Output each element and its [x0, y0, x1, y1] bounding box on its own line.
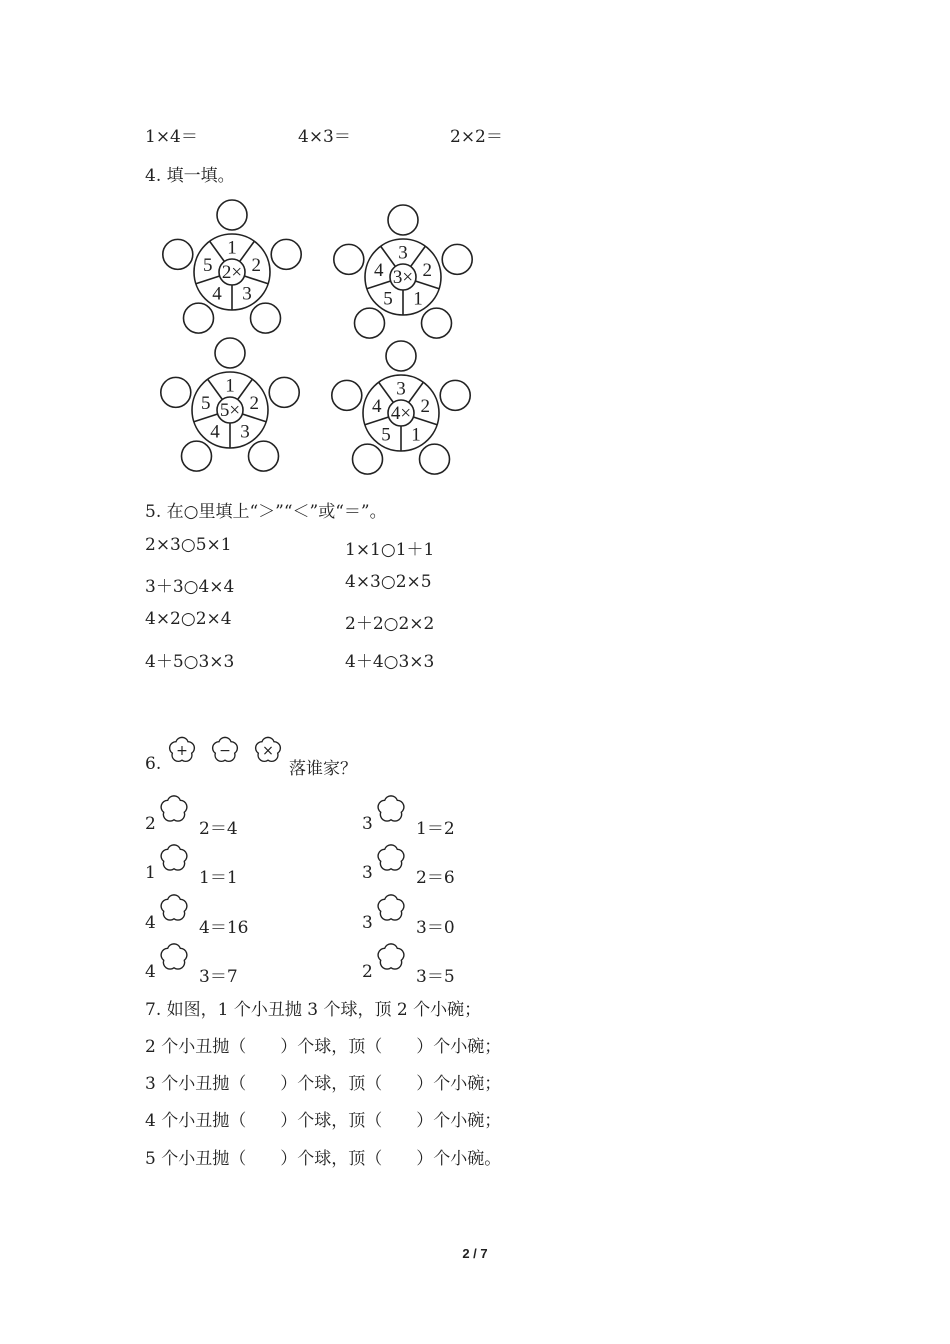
wheel-number: 2 [420, 396, 431, 418]
wheel-number: 4 [371, 396, 382, 418]
answer-circle[interactable] [420, 444, 450, 474]
blank-flower-icon [156, 837, 192, 877]
blank-flower-icon [373, 837, 409, 877]
times-flower-icon [251, 732, 285, 766]
sec6-left-b-3: 4＝16 [199, 918, 249, 938]
blank-flower-icon [373, 936, 409, 976]
blank-flower-icon [156, 788, 192, 828]
sec6-right-b-3: 3＝0 [416, 918, 455, 938]
blank-flower-icon [373, 887, 409, 927]
sec6-right-a-3: 3 [362, 913, 373, 933]
wheel-number: 5 [200, 393, 211, 415]
sec6-left-a-4: 4 [145, 962, 156, 982]
wheel-1 [162, 202, 302, 342]
sec6-right-a-1: 3 [362, 814, 373, 834]
minus-flower-icon [208, 732, 242, 766]
wheel-number: 3 [398, 242, 408, 264]
sec3-item-2: 4×3＝ [298, 127, 351, 147]
sec6-right-b-1: 1＝2 [416, 819, 455, 839]
sec7-line-1: 2 个小丑抛（ ）个球，顶（ ）个小碗； [145, 1037, 502, 1057]
answer-circle[interactable] [251, 303, 281, 333]
sec4-title: 4. 填一填。 [145, 166, 235, 186]
wheel-number: 4 [210, 421, 220, 443]
wheel-2 [333, 207, 473, 347]
wheel-number: 3 [242, 283, 252, 305]
answer-circle[interactable] [354, 308, 384, 338]
wheel-3 [160, 340, 300, 480]
answer-circle[interactable] [163, 239, 193, 269]
flower-symbol: − [219, 743, 231, 759]
sec6-left-a-2: 1 [145, 863, 156, 883]
wheel-number: 5 [202, 255, 213, 277]
sec5-title: 5. 在○里填上“＞”“＜”或“＝”。 [145, 502, 387, 522]
wheel-number: 4 [212, 283, 222, 305]
wheel-center-label: 5× [219, 400, 241, 421]
wheel-number: 2 [251, 255, 262, 277]
sec5-left-1: 2×3○5×1 [145, 535, 232, 555]
blank-flower-icon [156, 936, 192, 976]
answer-circle[interactable] [352, 444, 382, 474]
wheel-number: 5 [381, 424, 391, 446]
sec6-left-b-2: 1＝1 [199, 868, 238, 888]
sec7-line-3: 4 个小丑抛（ ）个球，顶（ ）个小碗； [145, 1111, 502, 1131]
sec5-right-3: 2＋2○2×2 [345, 614, 435, 634]
answer-circle[interactable] [334, 244, 364, 274]
sec7-line-2: 3 个小丑抛（ ）个球，顶（ ）个小碗； [145, 1074, 502, 1094]
answer-circle[interactable] [386, 341, 416, 371]
answer-circle[interactable] [249, 441, 279, 471]
wheel-center-label: 2× [221, 262, 243, 283]
answer-circle[interactable] [217, 200, 247, 230]
answer-circle[interactable] [181, 441, 211, 471]
wheel-number: 1 [225, 375, 235, 397]
sec7-line-4: 5 个小丑抛（ ）个球，顶（ ）个小碗。 [145, 1149, 502, 1169]
blank-flower-icon [156, 887, 192, 927]
sec6-left-a-1: 2 [145, 814, 156, 834]
sec5-right-2: 4×3○2×5 [345, 572, 432, 592]
sec3-item-3: 2×2＝ [450, 127, 503, 147]
sec7-title: 7. 如图，1 个小丑抛 3 个球，顶 2 个小碗； [145, 1000, 482, 1020]
answer-circle[interactable] [269, 377, 299, 407]
wheel-number: 2 [249, 393, 260, 415]
sec6-left-b-4: 3＝7 [199, 967, 238, 987]
flower-symbol: × [262, 743, 274, 759]
sec5-left-4: 4＋5○3×3 [145, 652, 235, 672]
sec3-item-1: 1×4＝ [145, 127, 198, 147]
wheel-number: 5 [383, 288, 393, 310]
wheel-number: 4 [373, 260, 384, 282]
wheel-number: 1 [411, 424, 421, 446]
page-number: 2 / 7 [462, 1246, 488, 1261]
wheel-number: 2 [422, 260, 433, 282]
sec5-right-1: 1×1○1＋1 [345, 540, 435, 560]
sec6-right-b-4: 3＝5 [416, 967, 455, 987]
sec5-right-4: 4＋4○3×3 [345, 652, 435, 672]
flower-symbol: + [176, 743, 188, 759]
wheel-number: 3 [240, 421, 250, 443]
sec6-right-b-2: 2＝6 [416, 868, 455, 888]
sec6-left-a-3: 4 [145, 913, 156, 933]
answer-circle[interactable] [388, 205, 418, 235]
answer-circle[interactable] [442, 244, 472, 274]
answer-circle[interactable] [183, 303, 213, 333]
wheel-center-label: 4× [390, 403, 412, 424]
sec5-left-3: 4×2○2×4 [145, 609, 232, 629]
wheel-4 [331, 343, 471, 483]
answer-circle[interactable] [271, 239, 301, 269]
plus-flower-icon [165, 732, 199, 766]
sec6-suffix: 落谁家？ [289, 759, 357, 779]
sec6-left-b-1: 2＝4 [199, 819, 238, 839]
answer-circle[interactable] [422, 308, 452, 338]
wheel-number: 1 [227, 237, 237, 259]
wheel-number: 3 [396, 378, 406, 400]
answer-circle[interactable] [332, 380, 362, 410]
wheel-number: 1 [413, 288, 423, 310]
sec6-prefix: 6. [145, 754, 162, 774]
blank-flower-icon [373, 788, 409, 828]
answer-circle[interactable] [161, 377, 191, 407]
wheel-center-label: 3× [392, 267, 414, 288]
sec5-left-2: 3＋3○4×4 [145, 577, 235, 597]
answer-circle[interactable] [215, 338, 245, 368]
sec6-right-a-2: 3 [362, 863, 373, 883]
sec6-right-a-4: 2 [362, 962, 373, 982]
answer-circle[interactable] [440, 380, 470, 410]
